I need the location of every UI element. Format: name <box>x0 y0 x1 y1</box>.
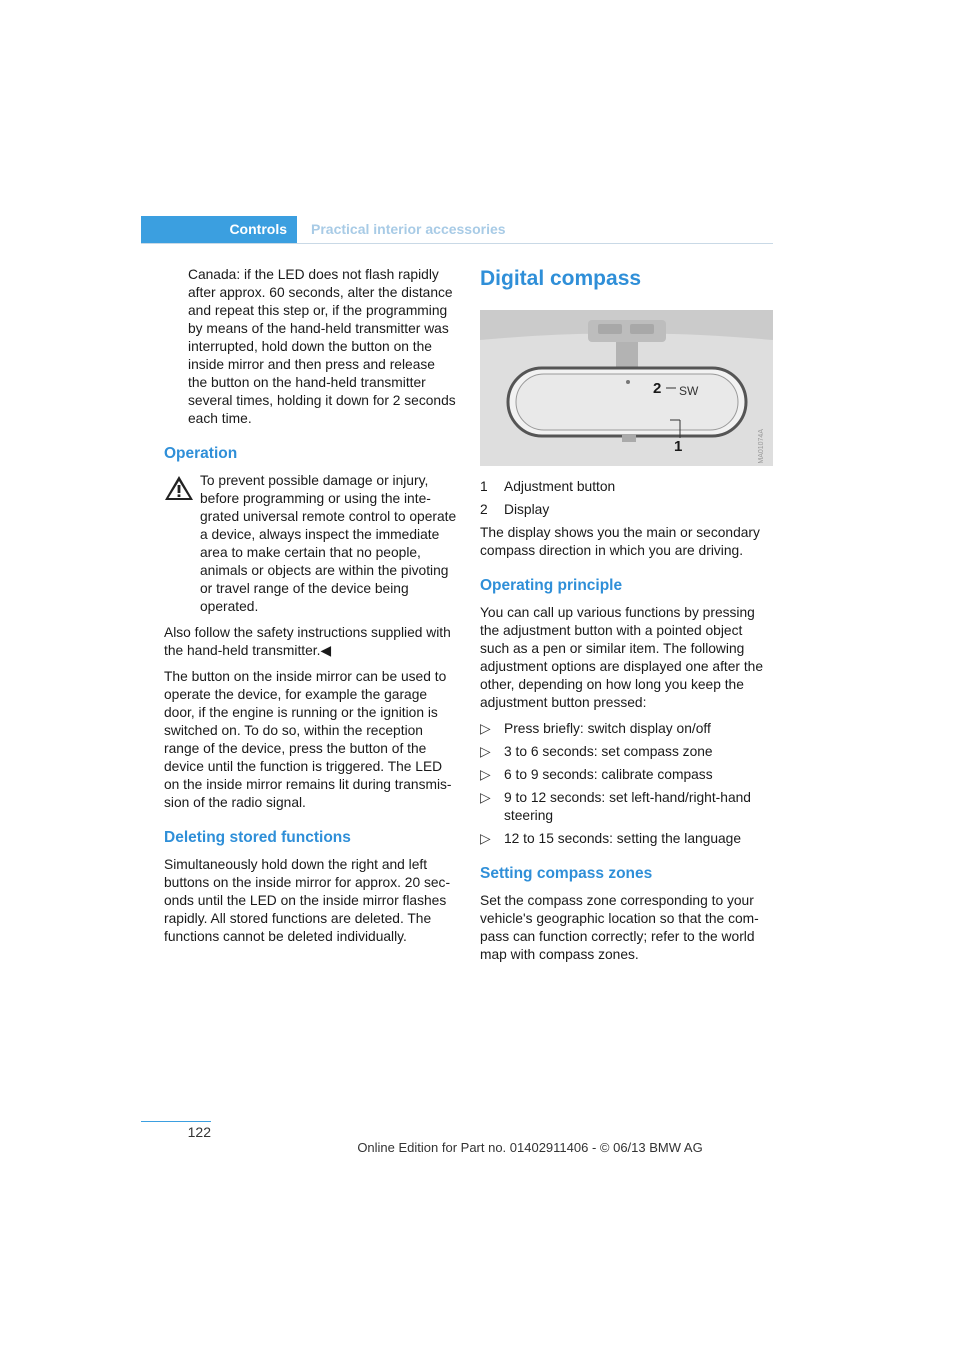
operation-body: The button on the inside mirror can be used to operate the device, for example the garage door, if the engine is running or the ignition is switched on. To do so, within the reception range of the device, press the button of the device until the function is triggered. The LED on the inside mirror remains lit during transmis-sion of the radio signal. <box>164 669 452 810</box>
warning-text: To prevent possible damage or injury, before programming or using the inte-grated universal remote control to operate a device, always inspect the immediate area to make certain that no people, animals or objects are within the pivoting or travel range of the device being operated. <box>200 473 457 614</box>
compass-display-readout: SW <box>679 384 699 398</box>
page-header <box>141 216 773 244</box>
display-info: The display shows you the main or secondary compass direction in which you are driving. <box>480 525 760 558</box>
digital-compass-title: Digital compass <box>480 267 642 290</box>
header-section-tab[interactable]: Controls <box>141 216 297 243</box>
right-column <box>480 266 773 972</box>
list-item: ▷ 6 to 9 seconds: calibrate compass <box>480 767 713 782</box>
warning-block <box>164 472 457 616</box>
left-column <box>164 266 457 954</box>
list-item: ▷ 3 to 6 seconds: set compass zone <box>480 744 713 759</box>
edition-footer: Online Edition for Part no. 01402911406 - © 06/13 BMW AG <box>357 1140 703 1155</box>
list-item: ▷ 9 to 12 seconds: set left-hand/right-hand steering <box>480 790 751 823</box>
safety-note: Also follow the safety instructions supplied with the hand-held transmitter.◀ <box>164 625 451 658</box>
list-item: ▷ Press briefly: switch display on/off <box>480 721 711 736</box>
operating-principle-heading: Operating principle <box>480 577 623 594</box>
bullet-arrow-icon: ▷ <box>480 790 491 805</box>
page-number: 122 <box>187 1124 211 1140</box>
figure-label-2: 2 <box>653 380 662 397</box>
deleting-heading: Deleting stored functions <box>164 829 351 846</box>
mirror-illustration <box>480 310 773 466</box>
compass-mirror-figure <box>480 310 773 466</box>
figure-code: MA01074A <box>758 429 765 464</box>
deleting-body: Simultaneously hold down the right and left buttons on the inside mirror for approx. 20 sec-onds until the LED on the inside mirror flashes rapidly. All stored functions are deleted. The functions cannot be deleted individually. <box>164 857 451 944</box>
warning-triangle-icon <box>164 475 194 501</box>
setting-zones-body: Set the compass zone corresponding to your vehicle's geographic location so that the com-pass can function correctly; refer to the world map with compass zones. <box>480 893 759 962</box>
figure-legend <box>480 478 773 519</box>
bullet-arrow-icon: ▷ <box>480 744 491 759</box>
figure-label-1: 1 <box>674 438 683 455</box>
list-item: ▷ 12 to 15 seconds: setting the language <box>480 831 742 846</box>
setting-zones-heading: Setting compass zones <box>480 865 653 882</box>
intro-paragraph: Canada: if the LED does not flash rapidly after approx. 60 seconds, alter the distance and repeat this step or, if the programming by means of the hand-held transmitter was interrupted, hold down the button on the inside mirror and then press and release the button on the hand-held transmitter several times, holding it down for 2 seconds each time. <box>188 267 456 426</box>
header-subsection-title: Practical interior accessories <box>311 221 506 237</box>
adjustment-steps-list <box>480 720 773 848</box>
page-number-rule <box>141 1121 211 1122</box>
bullet-arrow-icon: ▷ <box>480 767 491 782</box>
operating-principle-body: You can call up various functions by pressing the adjustment button with a pointed object such as a pen or similar item. The following adjustment options are displayed one after the other, depending on how long you keep the adjustment button pressed: <box>480 605 764 710</box>
legend-item: 2 Display <box>480 502 550 517</box>
operation-heading: Operation <box>164 445 238 462</box>
bullet-arrow-icon: ▷ <box>480 721 491 736</box>
legend-item: 1 Adjustment button <box>480 479 616 494</box>
bullet-arrow-icon: ▷ <box>480 831 491 846</box>
